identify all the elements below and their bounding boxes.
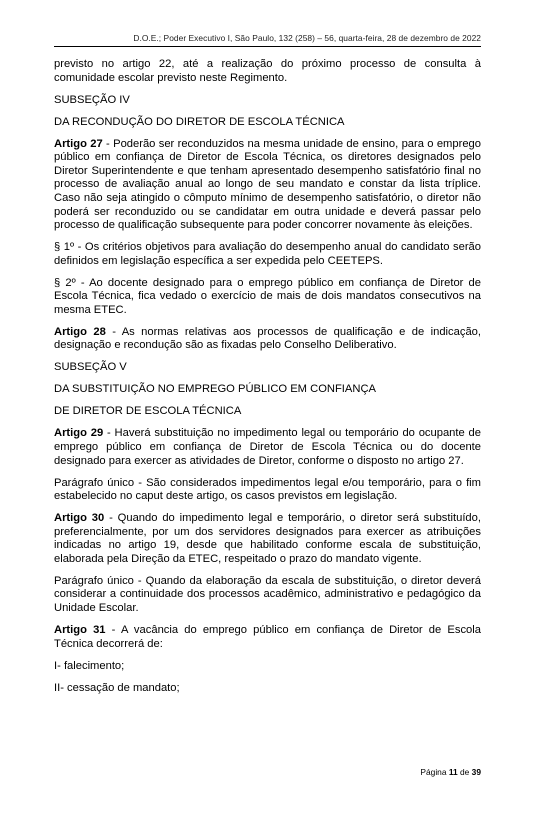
- header-divider: [54, 46, 481, 47]
- section-title-substituicao-line-1: DA SUBSTITUIÇÃO NO EMPREGO PÚBLICO EM CONFIANÇA: [54, 383, 376, 396]
- article-number: Artigo 31: [54, 624, 106, 637]
- article-27-paragraph-1: § 1º - Os critérios objetivos para avaliação do desempenho anual do candidato serão definidos em legislação específica a ser expedida pelo CEETEPS.: [54, 241, 481, 267]
- paragraph-continuation: previsto no artigo 22, até a realização do próximo processo de consulta à comunidade escolar previsto neste Regimento.: [54, 58, 481, 84]
- article-27: Artigo 27 - Poderão ser reconduzidos na mesma unidade de ensino, para o emprego público em confiança de Diretor de Escola Técnica, os diretores designados pelo Diretor Superintendente e que tenham apresentado desempenho satisfatório final no processo de avaliação anual ao longo de seu mandato e constar da lista tríplice. Caso não seja atingido o cômputo mínimo de desempenho satisfatório, o diretor não poderá ser reconduzido ou se candidatar em outra unidade e deverá passar pelo processo de qualificação subsequente para poder concorrer novamente às eleições.: [54, 137, 481, 232]
- list-item-i: I- falecimento;: [54, 659, 125, 672]
- section-heading-subsecao-iv: SUBSEÇÃO IV: [54, 93, 130, 106]
- article-number: Artigo 27: [54, 137, 103, 150]
- article-30-sole-paragraph: Parágrafo único - Quando da elaboração da escala de substituição, o diretor deverá considerar a continuidade dos processos acadêmico, administrativo e pedagógico da Unidade Escolar.: [54, 574, 481, 615]
- article-number: Artigo 29: [54, 427, 104, 440]
- article-number: Artigo 30: [54, 512, 105, 525]
- section-heading-subsecao-v: SUBSEÇÃO V: [54, 361, 127, 374]
- document-body: [54, 58, 481, 704]
- section-title-reconducao: DA RECONDUÇÃO DO DIRETOR DE ESCOLA TÉCNICA: [54, 115, 345, 128]
- list-item-ii: II- cessação de mandato;: [54, 681, 180, 694]
- article-number: Artigo 28: [54, 325, 106, 338]
- page-number: Página 11 de 39: [420, 767, 481, 777]
- article-29-sole-paragraph: Parágrafo único - São considerados impedimentos legal e/ou temporário, para o fim estabelecido no caput deste artigo, os casos previstos em legislação.: [54, 476, 481, 503]
- section-title-substituicao-line-2: DE DIRETOR DE ESCOLA TÉCNICA: [54, 405, 242, 418]
- total-pages: 39: [471, 767, 481, 777]
- article-27-paragraph-2: § 2º - Ao docente designado para o emprego público em confiança de Diretor de Escola Técnica, fica vedado o exercício de mais de dois mandatos consecutivos na mesma ETEC.: [54, 276, 481, 316]
- article-31: Artigo 31 - A vacância do emprego público em confiança de Diretor de Escola Técnica decorrerá de:: [54, 624, 481, 650]
- article-29: Artigo 29 - Haverá substituição no impedimento legal ou temporário do ocupante de emprego público em confiança de Diretor de Escola Técnica ou do docente designado para exercer as atividades de Diretor, conforme o disposto no artigo 27.: [54, 427, 481, 467]
- page-header: D.O.E.; Poder Executivo I, São Paulo, 132 (258) – 56, quarta-feira, 28 de dezembro de 2022: [133, 33, 481, 43]
- article-30: Artigo 30 - Quando do impedimento legal e temporário, o diretor será substituído, preferencialmente, por um dos servidores designados para exercer as atribuições indicadas no artigo 19, desde que habilitado conforme escala de substituição, elaborada pela Direção da ETEC, respeitado o prazo do mandato vigente.: [54, 512, 481, 565]
- article-28: Artigo 28 - As normas relativas aos processos de qualificação e de indicação, designação e recondução são as fixadas pelo Conselho Deliberativo.: [54, 325, 481, 352]
- current-page: 11: [448, 767, 458, 777]
